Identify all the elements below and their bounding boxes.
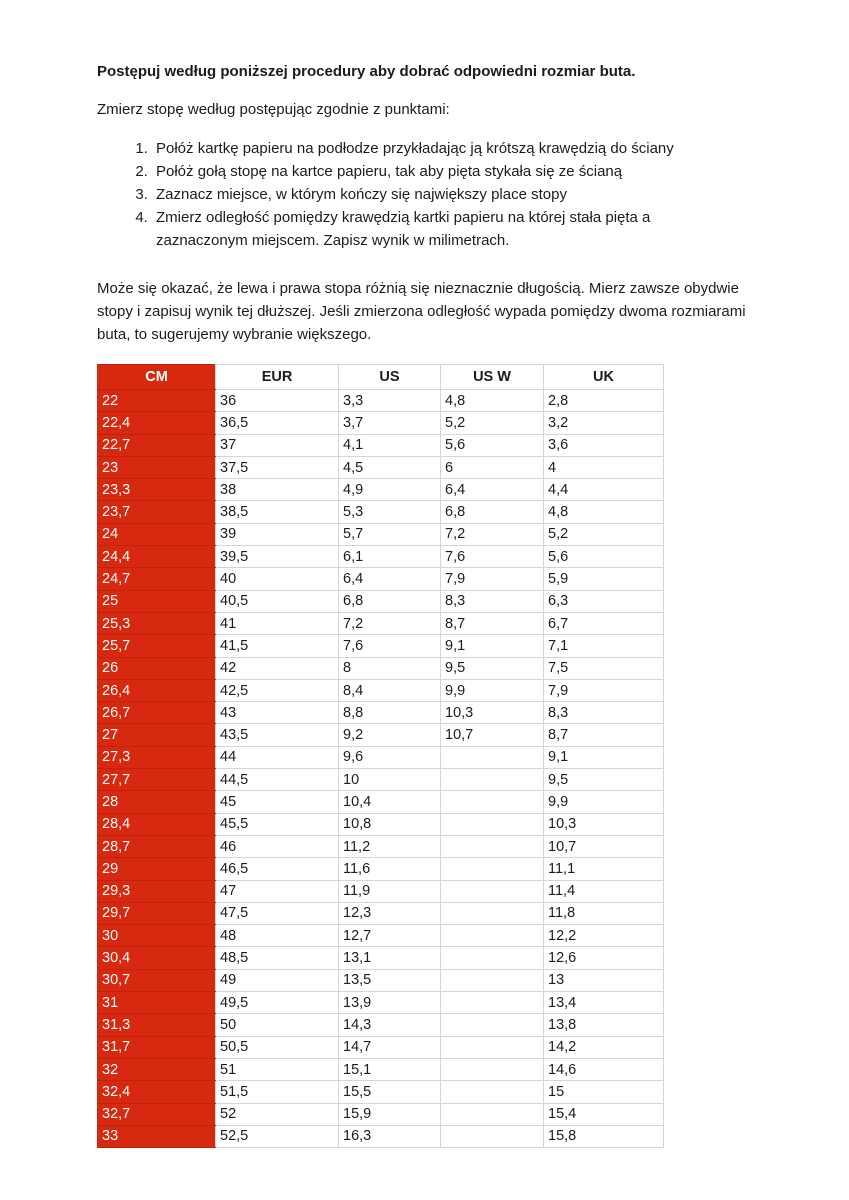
table-row: [98, 657, 664, 679]
size-cell: 8: [339, 657, 441, 679]
table-row: [98, 479, 664, 501]
size-cell: 8,4: [339, 679, 441, 701]
size-cell: 37: [216, 434, 339, 456]
size-cell: 36: [216, 390, 339, 412]
table-row: [98, 412, 664, 434]
size-cell: [441, 746, 544, 768]
size-cell: 3,2: [544, 412, 664, 434]
cm-cell: 26: [98, 657, 216, 679]
table-row: [98, 1103, 664, 1125]
size-cell: [441, 813, 544, 835]
size-cell: 50: [216, 1014, 339, 1036]
step-item-3: 3. Zaznacz miejsce, w którym kończy się największy place stopy: [152, 183, 737, 206]
size-cell: 7,5: [544, 657, 664, 679]
table-row: [98, 679, 664, 701]
size-cell: 6: [441, 456, 544, 478]
size-cell: 39: [216, 523, 339, 545]
size-cell: 38,5: [216, 501, 339, 523]
table-row: [98, 925, 664, 947]
size-cell: 42: [216, 657, 339, 679]
cm-cell: 28,7: [98, 835, 216, 857]
size-cell: 13: [544, 969, 664, 991]
cm-cell: 32,4: [98, 1081, 216, 1103]
size-cell: 39,5: [216, 546, 339, 568]
table-row: [98, 813, 664, 835]
cm-cell: 27,3: [98, 746, 216, 768]
table-row: [98, 1081, 664, 1103]
size-cell: 8,3: [544, 702, 664, 724]
size-cell: 11,2: [339, 835, 441, 857]
cm-cell: 25,3: [98, 612, 216, 634]
size-cell: 7,6: [339, 635, 441, 657]
size-cell: 4,1: [339, 434, 441, 456]
table-row: [98, 434, 664, 456]
size-cell: 7,9: [441, 568, 544, 590]
size-cell: 9,5: [441, 657, 544, 679]
size-cell: 12,3: [339, 902, 441, 924]
size-cell: 13,5: [339, 969, 441, 991]
size-table: [97, 364, 664, 1148]
size-cell: 5,6: [544, 546, 664, 568]
table-row: [98, 769, 664, 791]
cm-cell: 26,7: [98, 702, 216, 724]
column-header-cm: CM: [98, 365, 216, 390]
cm-cell: 27,7: [98, 769, 216, 791]
size-cell: [441, 858, 544, 880]
table-row: [98, 501, 664, 523]
size-cell: 12,6: [544, 947, 664, 969]
table-row: [98, 635, 664, 657]
size-cell: [441, 880, 544, 902]
size-cell: 11,6: [339, 858, 441, 880]
size-cell: 47: [216, 880, 339, 902]
cm-cell: 30,7: [98, 969, 216, 991]
cm-cell: 29,7: [98, 902, 216, 924]
size-cell: [441, 791, 544, 813]
size-cell: [441, 1058, 544, 1080]
column-header-us: US: [339, 365, 441, 390]
size-cell: 40,5: [216, 590, 339, 612]
size-cell: 50,5: [216, 1036, 339, 1058]
size-cell: 45,5: [216, 813, 339, 835]
table-row: [98, 969, 664, 991]
size-cell: 15,8: [544, 1125, 664, 1147]
size-cell: 49: [216, 969, 339, 991]
size-cell: [441, 1036, 544, 1058]
size-cell: 10,7: [544, 835, 664, 857]
table-row: [98, 1058, 664, 1080]
size-cell: 51: [216, 1058, 339, 1080]
size-cell: 43: [216, 702, 339, 724]
cm-cell: 29,3: [98, 880, 216, 902]
size-cell: 9,9: [544, 791, 664, 813]
size-cell: 52,5: [216, 1125, 339, 1147]
cm-cell: 23: [98, 456, 216, 478]
size-cell: 6,7: [544, 612, 664, 634]
table-row: [98, 992, 664, 1014]
step-item-1: 1. Połóż kartkę papieru na podłodze przykładając ją krótszą krawędzią do ściany: [152, 137, 737, 160]
size-cell: 6,4: [339, 568, 441, 590]
size-cell: 7,2: [441, 523, 544, 545]
size-cell: 44,5: [216, 769, 339, 791]
size-cell: 4,5: [339, 456, 441, 478]
column-header-uk: UK: [544, 365, 664, 390]
size-cell: 6,3: [544, 590, 664, 612]
size-cell: 10,8: [339, 813, 441, 835]
size-cell: 4,9: [339, 479, 441, 501]
table-row: [98, 568, 664, 590]
size-cell: 52: [216, 1103, 339, 1125]
size-cell: 4,8: [544, 501, 664, 523]
size-cell: 13,9: [339, 992, 441, 1014]
table-row: [98, 1125, 664, 1147]
table-row: [98, 835, 664, 857]
size-cell: 5,2: [441, 412, 544, 434]
cm-cell: 31: [98, 992, 216, 1014]
size-cell: 9,5: [544, 769, 664, 791]
size-cell: 10,3: [544, 813, 664, 835]
size-cell: 4,4: [544, 479, 664, 501]
cm-cell: 31,3: [98, 1014, 216, 1036]
table-row: [98, 590, 664, 612]
cm-cell: 24: [98, 523, 216, 545]
size-cell: 51,5: [216, 1081, 339, 1103]
size-cell: 10: [339, 769, 441, 791]
size-cell: 5,6: [441, 434, 544, 456]
size-cell: 15,9: [339, 1103, 441, 1125]
size-cell: 4,8: [441, 390, 544, 412]
size-cell: 38: [216, 479, 339, 501]
size-cell: 4: [544, 456, 664, 478]
note-text: Może się okazać, że lewa i prawa stopa różnią się nieznacznie długością. Mierz zawsze obydwie stopy i zapisuj wynik tej dłuższej. Jeśli zmierzona odległość wypada pomiędzy dwoma rozmiarami buta, to sugerujemy wybranie większego.: [97, 280, 746, 343]
size-cell: 12,2: [544, 925, 664, 947]
size-cell: [441, 969, 544, 991]
cm-cell: 27: [98, 724, 216, 746]
size-cell: [441, 769, 544, 791]
cm-cell: 23,7: [98, 501, 216, 523]
size-cell: [441, 1125, 544, 1147]
size-cell: 7,9: [544, 679, 664, 701]
size-cell: 41: [216, 612, 339, 634]
size-cell: [441, 1081, 544, 1103]
table-row: [98, 456, 664, 478]
size-cell: 13,4: [544, 992, 664, 1014]
size-cell: 42,5: [216, 679, 339, 701]
cm-cell: 33: [98, 1125, 216, 1147]
table-row: [98, 947, 664, 969]
size-table-body: [98, 390, 664, 1148]
size-cell: 11,1: [544, 858, 664, 880]
table-row: [98, 880, 664, 902]
size-cell: 15,5: [339, 1081, 441, 1103]
size-cell: [441, 925, 544, 947]
size-cell: 14,6: [544, 1058, 664, 1080]
cm-cell: 25: [98, 590, 216, 612]
size-cell: 14,2: [544, 1036, 664, 1058]
size-cell: 46,5: [216, 858, 339, 880]
size-cell: 7,1: [544, 635, 664, 657]
size-cell: 48,5: [216, 947, 339, 969]
size-cell: 40: [216, 568, 339, 590]
size-cell: 5,2: [544, 523, 664, 545]
cm-cell: 32,7: [98, 1103, 216, 1125]
size-cell: [441, 1014, 544, 1036]
table-row: [98, 858, 664, 880]
table-row: [98, 702, 664, 724]
size-cell: 8,3: [441, 590, 544, 612]
size-cell: 36,5: [216, 412, 339, 434]
size-cell: 7,6: [441, 546, 544, 568]
size-cell: 41,5: [216, 635, 339, 657]
size-cell: 43,5: [216, 724, 339, 746]
cm-cell: 22,7: [98, 434, 216, 456]
table-row: [98, 1036, 664, 1058]
size-cell: 3,6: [544, 434, 664, 456]
cm-cell: 23,3: [98, 479, 216, 501]
size-cell: 9,9: [441, 679, 544, 701]
table-row: [98, 546, 664, 568]
cm-cell: 30,4: [98, 947, 216, 969]
size-cell: 49,5: [216, 992, 339, 1014]
table-row: [98, 390, 664, 412]
cm-cell: 28: [98, 791, 216, 813]
size-cell: 9,1: [441, 635, 544, 657]
size-cell: 11,8: [544, 902, 664, 924]
size-cell: 10,4: [339, 791, 441, 813]
size-cell: 14,7: [339, 1036, 441, 1058]
cm-cell: 22: [98, 390, 216, 412]
size-cell: 37,5: [216, 456, 339, 478]
table-header-row: [98, 365, 664, 390]
size-cell: 15: [544, 1081, 664, 1103]
size-cell: 12,7: [339, 925, 441, 947]
cm-cell: 29: [98, 858, 216, 880]
cm-cell: 30: [98, 925, 216, 947]
size-cell: 3,7: [339, 412, 441, 434]
size-cell: 2,8: [544, 390, 664, 412]
table-row: [98, 612, 664, 634]
cm-cell: 25,7: [98, 635, 216, 657]
cm-cell: 24,7: [98, 568, 216, 590]
size-cell: [441, 947, 544, 969]
size-cell: 5,9: [544, 568, 664, 590]
table-row: [98, 746, 664, 768]
size-cell: 8,7: [441, 612, 544, 634]
size-cell: [441, 902, 544, 924]
size-cell: 6,8: [339, 590, 441, 612]
size-cell: 45: [216, 791, 339, 813]
size-cell: 47,5: [216, 902, 339, 924]
size-cell: 14,3: [339, 1014, 441, 1036]
intro-text: Zmierz stopę według postępując zgodnie z punktami:: [97, 101, 450, 118]
size-cell: 48: [216, 925, 339, 947]
cm-cell: 31,7: [98, 1036, 216, 1058]
size-cell: [441, 835, 544, 857]
column-header-usw: US W: [441, 365, 544, 390]
size-cell: 13,8: [544, 1014, 664, 1036]
size-cell: 10,7: [441, 724, 544, 746]
size-cell: 8,7: [544, 724, 664, 746]
column-header-eur: EUR: [216, 365, 339, 390]
table-row: [98, 902, 664, 924]
cm-cell: 24,4: [98, 546, 216, 568]
size-cell: 46: [216, 835, 339, 857]
table-row: [98, 1014, 664, 1036]
cm-cell: 22,4: [98, 412, 216, 434]
size-cell: 5,7: [339, 523, 441, 545]
size-cell: 44: [216, 746, 339, 768]
size-cell: 15,1: [339, 1058, 441, 1080]
cm-cell: 26,4: [98, 679, 216, 701]
table-row: [98, 724, 664, 746]
size-cell: 16,3: [339, 1125, 441, 1147]
cm-cell: 32: [98, 1058, 216, 1080]
size-cell: 13,1: [339, 947, 441, 969]
size-cell: 6,8: [441, 501, 544, 523]
size-cell: 8,8: [339, 702, 441, 724]
document-title: Postępuj według poniższej procedury aby dobrać odpowiedni rozmiar buta.: [97, 63, 636, 80]
size-cell: 10,3: [441, 702, 544, 724]
size-cell: 9,1: [544, 746, 664, 768]
size-cell: 9,6: [339, 746, 441, 768]
size-cell: [441, 992, 544, 1014]
size-cell: 9,2: [339, 724, 441, 746]
size-cell: 6,1: [339, 546, 441, 568]
steps-list: [97, 137, 737, 252]
size-cell: [441, 1103, 544, 1125]
size-cell: 3,3: [339, 390, 441, 412]
size-cell: 7,2: [339, 612, 441, 634]
cm-cell: 28,4: [98, 813, 216, 835]
table-row: [98, 791, 664, 813]
size-cell: 11,4: [544, 880, 664, 902]
table-row: [98, 523, 664, 545]
size-cell: 11,9: [339, 880, 441, 902]
size-cell: 15,4: [544, 1103, 664, 1125]
step-item-4: 4. Zmierz odległość pomiędzy krawędzią kartki papieru na której stała pięta a zaznaczonym miejscem. Zapisz wynik w milimetrach.: [152, 206, 737, 252]
step-item-2: 2. Połóż gołą stopę na kartce papieru, tak aby pięta stykała się ze ścianą: [152, 160, 737, 183]
size-cell: 6,4: [441, 479, 544, 501]
size-cell: 5,3: [339, 501, 441, 523]
